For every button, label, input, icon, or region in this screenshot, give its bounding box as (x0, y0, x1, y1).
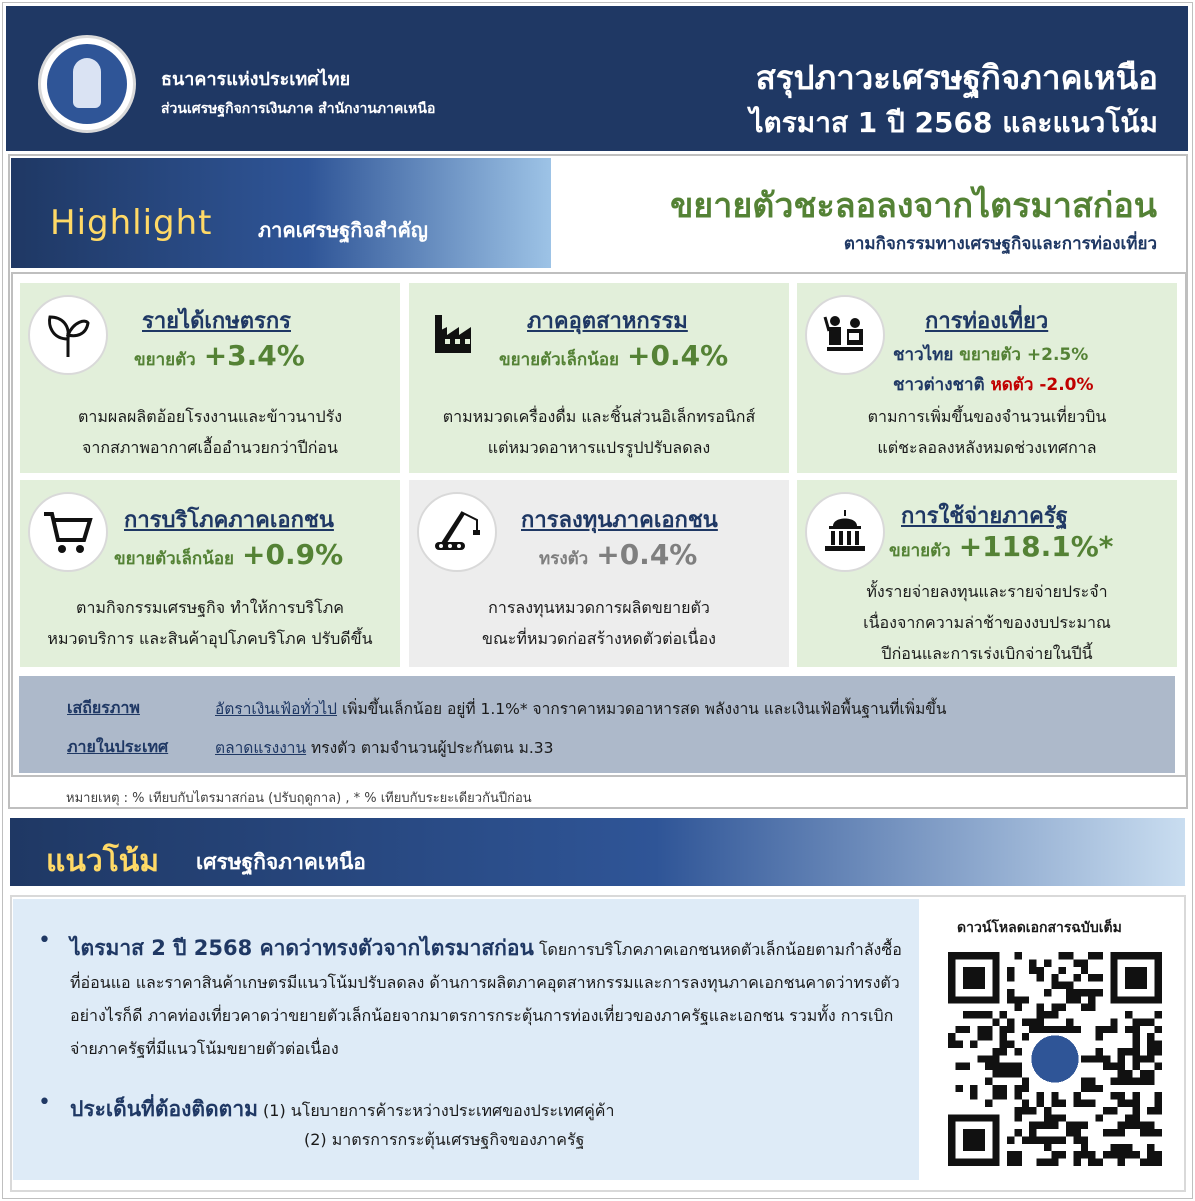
stability-label-2: ภายในประเทศ (67, 737, 169, 756)
card-title: การใช้จ่ายภาครัฐ (901, 504, 1068, 529)
card-tourism (797, 283, 1177, 473)
card-value: +0.4% (627, 339, 729, 372)
trend-paragraph-2 (70, 1093, 614, 1126)
card-farm-income (20, 283, 400, 473)
trend-b1-head: ไตรมาส 2 ปี 2568 คาดว่าทรงตัวจากไตรมาสก่อน (70, 936, 534, 960)
tourism-foreign-value: -2.0% (1039, 375, 1094, 395)
card-status: ทรงตัว (539, 549, 589, 569)
card-value: +0.4% (596, 538, 698, 571)
stability-label-1: เสถียรภาพ (67, 698, 140, 717)
trend-banner (10, 818, 1185, 886)
inflation-link: อัตราเงินเฟ้อทั่วไป (215, 700, 338, 718)
tourist-icon (805, 295, 885, 375)
card-title: การลงทุนภาคเอกชน (521, 508, 718, 533)
card-desc-1: ตามการเพิ่มขึ้นของจำนวนเที่ยวบิน (867, 407, 1107, 426)
tourism-thai-label: ชาวไทย (893, 345, 954, 365)
highlight-sub: ภาคเศรษฐกิจสำคัญ (258, 218, 428, 242)
cart-icon (28, 492, 108, 572)
page-subtitle: ไตรมาส 1 ปี 2568 และแนวโน้ม (749, 106, 1158, 139)
card-desc-2: จากสภาพอากาศเอื้ออำนวยกว่าปีก่อน (82, 438, 338, 457)
card-title: ภาคอุตสาหกรรม (527, 309, 688, 334)
card-title: การบริโภคภาคเอกชน (124, 508, 334, 533)
qr-label: ดาวน์โหลดเอกสารฉบับเต็ม (957, 920, 1122, 936)
org-unit: ส่วนเศรษฐกิจการเงินภาค สำนักงานภาคเหนือ (161, 101, 436, 117)
card-government-spending (797, 480, 1177, 667)
tourism-foreign-status: หดตัว (990, 375, 1034, 395)
tourism-foreign-label: ชาวต่างชาติ (893, 375, 985, 395)
card-status: ขยายตัว (134, 350, 196, 370)
page-title: สรุปภาวะเศรษฐกิจภาคเหนือ (755, 58, 1158, 97)
qr-code[interactable] (948, 952, 1162, 1166)
crane-icon (417, 492, 497, 572)
card-industry (409, 283, 789, 473)
org-name: ธนาคารแห่งประเทศไทย (161, 69, 351, 90)
card-desc-1: ตามผลผลิตอ้อยโรงงานและข้าวนาปรัง (77, 407, 343, 426)
bullet-icon: • (38, 928, 51, 953)
trend-paragraph-1 (70, 932, 910, 1065)
plant-icon (28, 295, 108, 375)
government-building-icon (805, 492, 885, 572)
footnote: หมายเหตุ : % เทียบกับไตรมาสก่อน (ปรับฤดูกาล) , * % เทียบกับระยะเดียวกันปีก่อน (66, 791, 532, 806)
card-desc-1: ตามหมวดเครื่องดื่ม และชิ้นส่วนอิเล็กทรอนิกส์ (442, 407, 756, 426)
header-bar (6, 6, 1188, 151)
card-title: การท่องเที่ยว (925, 309, 1049, 334)
inflation-text: อัตราเงินเฟ้อทั่วไป เพิ่มขึ้นเล็กน้อย อยู่ที่ 1.1%* จากราคาหมวดอาหารสด พลังงาน และเงินเฟ้อพื้นฐานที่เพิ่มขึ้น (215, 700, 947, 718)
card-desc-1: การลงทุนหมวดการผลิตขยายตัว (488, 598, 710, 617)
card-private-investment (409, 480, 789, 667)
card-desc-2: หมวดบริการ และสินค้าอุปโภคบริโภค ปรับดีขึ้น (47, 629, 373, 648)
bullet-icon: • (38, 1090, 51, 1115)
trend-b2-item1: (1) นโยบายการค้าระหว่างประเทศของประเทศคู่ค้า (257, 1101, 615, 1120)
card-status: ขยายตัวเล็กน้อย (499, 350, 619, 370)
card-desc-1: ทั้งรายจ่ายลงทุนและรายจ่ายประจำ (866, 582, 1108, 601)
trend-sub: เศรษฐกิจภาคเหนือ (196, 850, 366, 874)
labor-text: ตลาดแรงงาน ทรงตัว ตามจำนวนผู้ประกันตน ม.33 (215, 739, 554, 757)
card-status: ขยายตัว (889, 541, 951, 561)
highlight-headline-sub: ตามกิจกรรมทางเศรษฐกิจและการท่องเที่ยว (843, 234, 1157, 254)
highlight-headline: ขยายตัวชะลอลงจากไตรมาสก่อน (670, 186, 1157, 226)
trend-word: แนวโน้ม (46, 844, 160, 879)
card-status: ขยายตัวเล็กน้อย (114, 549, 234, 569)
card-value: +118.1%* (958, 530, 1114, 563)
tourism-thai-value: +2.5% (1026, 345, 1089, 365)
stability-panel (19, 676, 1175, 773)
card-desc-1: ตามกิจกรรมเศรษฐกิจ ทำให้การบริโภค (76, 598, 344, 617)
card-desc-2: ขณะที่หมวดก่อสร้างหดตัวต่อเนื่อง (482, 629, 716, 648)
trend-b2-item2: (2) มาตรการกระตุ้นเศรษฐกิจของภาครัฐ (304, 1130, 585, 1149)
card-desc-2: แต่หมวดอาหารแปรรูปปรับลดลง (487, 438, 711, 457)
factory-icon (417, 295, 497, 375)
labor-link: ตลาดแรงงาน (215, 739, 307, 757)
tourism-thai-status: ขยายตัว (959, 345, 1021, 365)
card-value: +0.9% (242, 538, 344, 571)
card-value: +3.4% (203, 339, 305, 372)
card-title: รายได้เกษตรกร (142, 309, 291, 334)
card-desc-2: เนื่องจากความล่าช้าของงบประมาณ (863, 613, 1111, 632)
card-desc-3: ปีก่อนและการเร่งเบิกจ่ายในปีนี้ (881, 644, 1093, 663)
card-desc-2: แต่ชะลอลงหลังหมดช่วงเทศกาล (877, 438, 1097, 457)
trend-b2-head: ประเด็นที่ต้องติดตาม (70, 1097, 258, 1121)
highlight-word: Highlight (50, 203, 213, 243)
card-private-consumption (20, 480, 400, 667)
bank-seal-logo (38, 35, 136, 133)
trend-b1-text: โดยการบริโภคภาคเอกชนหดตัวเล็กน้อยตามกำลังซื้อที่อ่อนแอ และราคาสินค้าเกษตรมีแนวโน้มปรับลดลง ด้านการผลิตภาคอุตสาหกรรมและการลงทุนภาคเอกชนคาดว่าทรงตัว อย่างไรก็ดี ภาคท่องเที่ยวคาดว่าขยายตัวเล็กน้อยจากมาตรการกระตุ้นการท่องเที่ยวของภาครัฐและเอกชน รวมทั้ง การเบิกจ่ายภาครัฐที่มีแนวโน้มขยายตัวต่อเนื่อง (70, 940, 902, 1058)
